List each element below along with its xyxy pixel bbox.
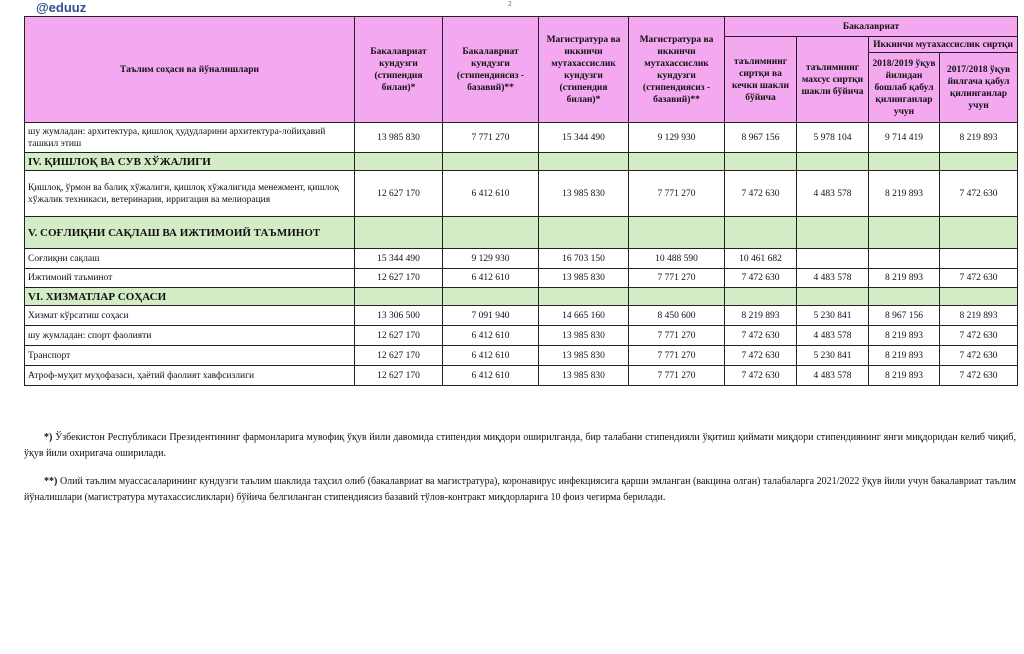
footnote-text: Ўзбекистон Республикаси Президентининг фармонларига мувофиқ ўқув йили давомида стипендия миқдори оширилганда, бир талабани стипендияли ўқитиш қиймати миқдори стипендиянинг янги миқдоридан келиб чиқиб, ўқув йили охиригача оширилади.	[24, 432, 1017, 459]
footnote-mark: **)	[44, 476, 58, 487]
cell-value: 13 985 830	[539, 346, 629, 366]
cell-value: 13 985 830	[539, 326, 629, 346]
header-bachelor-no-stipend: Бакалавриат кундузги (стипендиясиз - базавий)**	[443, 17, 539, 123]
cell-value: 12 627 170	[355, 326, 443, 346]
table-row	[25, 123, 1018, 153]
cell-value: 8 219 893	[869, 366, 940, 386]
cell-value: 15 344 490	[539, 123, 629, 153]
cell-value: 6 412 610	[443, 346, 539, 366]
section-title: VI. ХИЗМАТЛАР СОҲАСИ	[25, 288, 355, 306]
cell-value: 7 472 630	[940, 326, 1018, 346]
cell-value: 9 129 930	[443, 249, 539, 269]
section-title: IV. ҚИШЛОҚ ВА СУВ ХЎЖАЛИГИ	[25, 153, 355, 171]
cell-value: 7 771 270	[629, 326, 725, 346]
cell-value	[869, 249, 940, 269]
header-master-stipend: Магистратура ва иккинчи мутахассислик кундузги (стипендия билан)*	[539, 17, 629, 123]
section-row	[25, 288, 1018, 306]
cell-value: 13 985 830	[539, 171, 629, 217]
header-correspondence-evening: таълимнинг сиртқи ва кечки шакли бўйича	[725, 37, 797, 123]
footnote-1	[24, 430, 1016, 462]
table-row	[25, 171, 1018, 217]
cell-value: 9 129 930	[629, 123, 725, 153]
table-row	[25, 269, 1018, 288]
cell-value: 7 771 270	[629, 366, 725, 386]
cell-value: 8 219 893	[869, 326, 940, 346]
cell-value: 12 627 170	[355, 171, 443, 217]
cell-value: 7 472 630	[940, 366, 1018, 386]
cell-value: 8 219 893	[725, 306, 797, 326]
table-row	[25, 306, 1018, 326]
row-name: Ижтимоий таъминот	[25, 269, 355, 288]
cell-value: 8 219 893	[940, 306, 1018, 326]
cell-value: 16 703 150	[539, 249, 629, 269]
cell-value: 7 472 630	[725, 269, 797, 288]
cell-value: 7 091 940	[443, 306, 539, 326]
cell-value: 10 488 590	[629, 249, 725, 269]
header-bachelor-stipend: Бакалавриат кундузги (стипендия билан)*	[355, 17, 443, 123]
eduuz-watermark: @eduuz	[36, 0, 87, 15]
cell-value: 8 219 893	[869, 346, 940, 366]
table-row	[25, 326, 1018, 346]
cell-value: 5 978 104	[797, 123, 869, 153]
cell-value: 13 985 830	[355, 123, 443, 153]
cell-value: 7 472 630	[940, 346, 1018, 366]
cell-value: 6 412 610	[443, 269, 539, 288]
table-row	[25, 249, 1018, 269]
cell-value: 7 771 270	[629, 171, 725, 217]
cell-value: 7 771 270	[629, 346, 725, 366]
cell-value: 10 461 682	[725, 249, 797, 269]
cell-value: 7 472 630	[725, 326, 797, 346]
cell-value: 7 771 270	[443, 123, 539, 153]
cell-value: 12 627 170	[355, 346, 443, 366]
cell-value: 8 450 600	[629, 306, 725, 326]
row-name: шу жумладан: спорт фаолияти	[25, 326, 355, 346]
cell-value	[940, 249, 1018, 269]
footnote-2	[24, 474, 1016, 506]
cell-value: 13 985 830	[539, 269, 629, 288]
header-bachelor-group: Бакалавриат	[725, 17, 1018, 37]
cell-value: 12 627 170	[355, 269, 443, 288]
cell-value	[797, 249, 869, 269]
row-name: Транспорт	[25, 346, 355, 366]
cell-value: 4 483 578	[797, 366, 869, 386]
cell-value: 4 483 578	[797, 171, 869, 217]
footnote-mark: *)	[44, 432, 53, 443]
section-title: V. СОҒЛИҚНИ САҚЛАШ ВА ИЖТИМОИЙ ТАЪМИНОТ	[25, 217, 355, 249]
cell-value: 15 344 490	[355, 249, 443, 269]
section-row	[25, 153, 1018, 171]
cell-value: 7 472 630	[725, 346, 797, 366]
cell-value: 4 483 578	[797, 326, 869, 346]
cell-value: 8 219 893	[869, 269, 940, 288]
cell-value: 5 230 841	[797, 346, 869, 366]
table-row	[25, 346, 1018, 366]
cell-value: 12 627 170	[355, 366, 443, 386]
section-row	[25, 217, 1018, 249]
cell-value: 6 412 610	[443, 366, 539, 386]
header-master-no-stipend: Магистратура ва иккинчи мутахассислик кундузги (стипендиясиз - базавий)**	[629, 17, 725, 123]
page-marker: 2	[508, 0, 512, 8]
table-row	[25, 366, 1018, 386]
cell-value: 5 230 841	[797, 306, 869, 326]
header-special-correspondence: таълимнинг махсус сиртқи шакли бўйича	[797, 37, 869, 123]
cell-value: 8 219 893	[869, 171, 940, 217]
header-field: Таълим соҳаси ва йўналишлари	[25, 17, 355, 123]
cell-value: 6 412 610	[443, 326, 539, 346]
header-admitted-before-2017-2018: 2017/2018 ўқув йилгача қабул қилинганлар учун	[940, 53, 1018, 123]
footnote-text: Олий таълим муассасаларининг кундузги таълим шаклида таҳсил олиб (бакалавриат ва магистратура), коронавирус инфекциясига қарши эмланган (вакцина олган) талабаларга 2021/2022 ўқув йили учун бакалавриат таълим йўналишлари (магистратура мутахассисликлари) бўйича белгиланган стипендиясиз базавий тўлов-контракт миқдорларига 10 фоиз чегирма берилади.	[24, 476, 1016, 503]
cell-value: 8 967 156	[725, 123, 797, 153]
cell-value: 6 412 610	[443, 171, 539, 217]
row-name: Соғлиқни сақлаш	[25, 249, 355, 269]
tuition-fee-table	[24, 16, 1018, 386]
cell-value: 8 967 156	[869, 306, 940, 326]
cell-value: 7 771 270	[629, 269, 725, 288]
cell-value: 14 665 160	[539, 306, 629, 326]
header-second-degree-group: Иккинчи мутахассислик сиртқи	[869, 37, 1018, 53]
cell-value: 9 714 419	[869, 123, 940, 153]
row-name: Атроф-муҳит муҳофазаси, ҳаётий фаолият хавфсизлиги	[25, 366, 355, 386]
cell-value: 7 472 630	[940, 269, 1018, 288]
cell-value: 13 306 500	[355, 306, 443, 326]
cell-value: 7 472 630	[725, 171, 797, 217]
header-admitted-2018-2019: 2018/2019 ўқув йилидан бошлаб қабул қилинганлар учун	[869, 53, 940, 123]
cell-value: 7 472 630	[940, 171, 1018, 217]
row-name: Қишлоқ, ўрмон ва балиқ хўжалиги, қишлоқ хўжалигида менежмент, қишлоқ хўжалик техникаси, ветеринария, ирригация ва мелиорация	[25, 171, 355, 217]
cell-value: 7 472 630	[725, 366, 797, 386]
cell-value: 4 483 578	[797, 269, 869, 288]
cell-value: 13 985 830	[539, 366, 629, 386]
row-name: шу жумладан: архитектура, қишлоқ ҳудудларини архитектура-лойиҳавий ташкил этиш	[25, 123, 355, 153]
row-name: Хизмат кўрсатиш соҳаси	[25, 306, 355, 326]
cell-value: 8 219 893	[940, 123, 1018, 153]
